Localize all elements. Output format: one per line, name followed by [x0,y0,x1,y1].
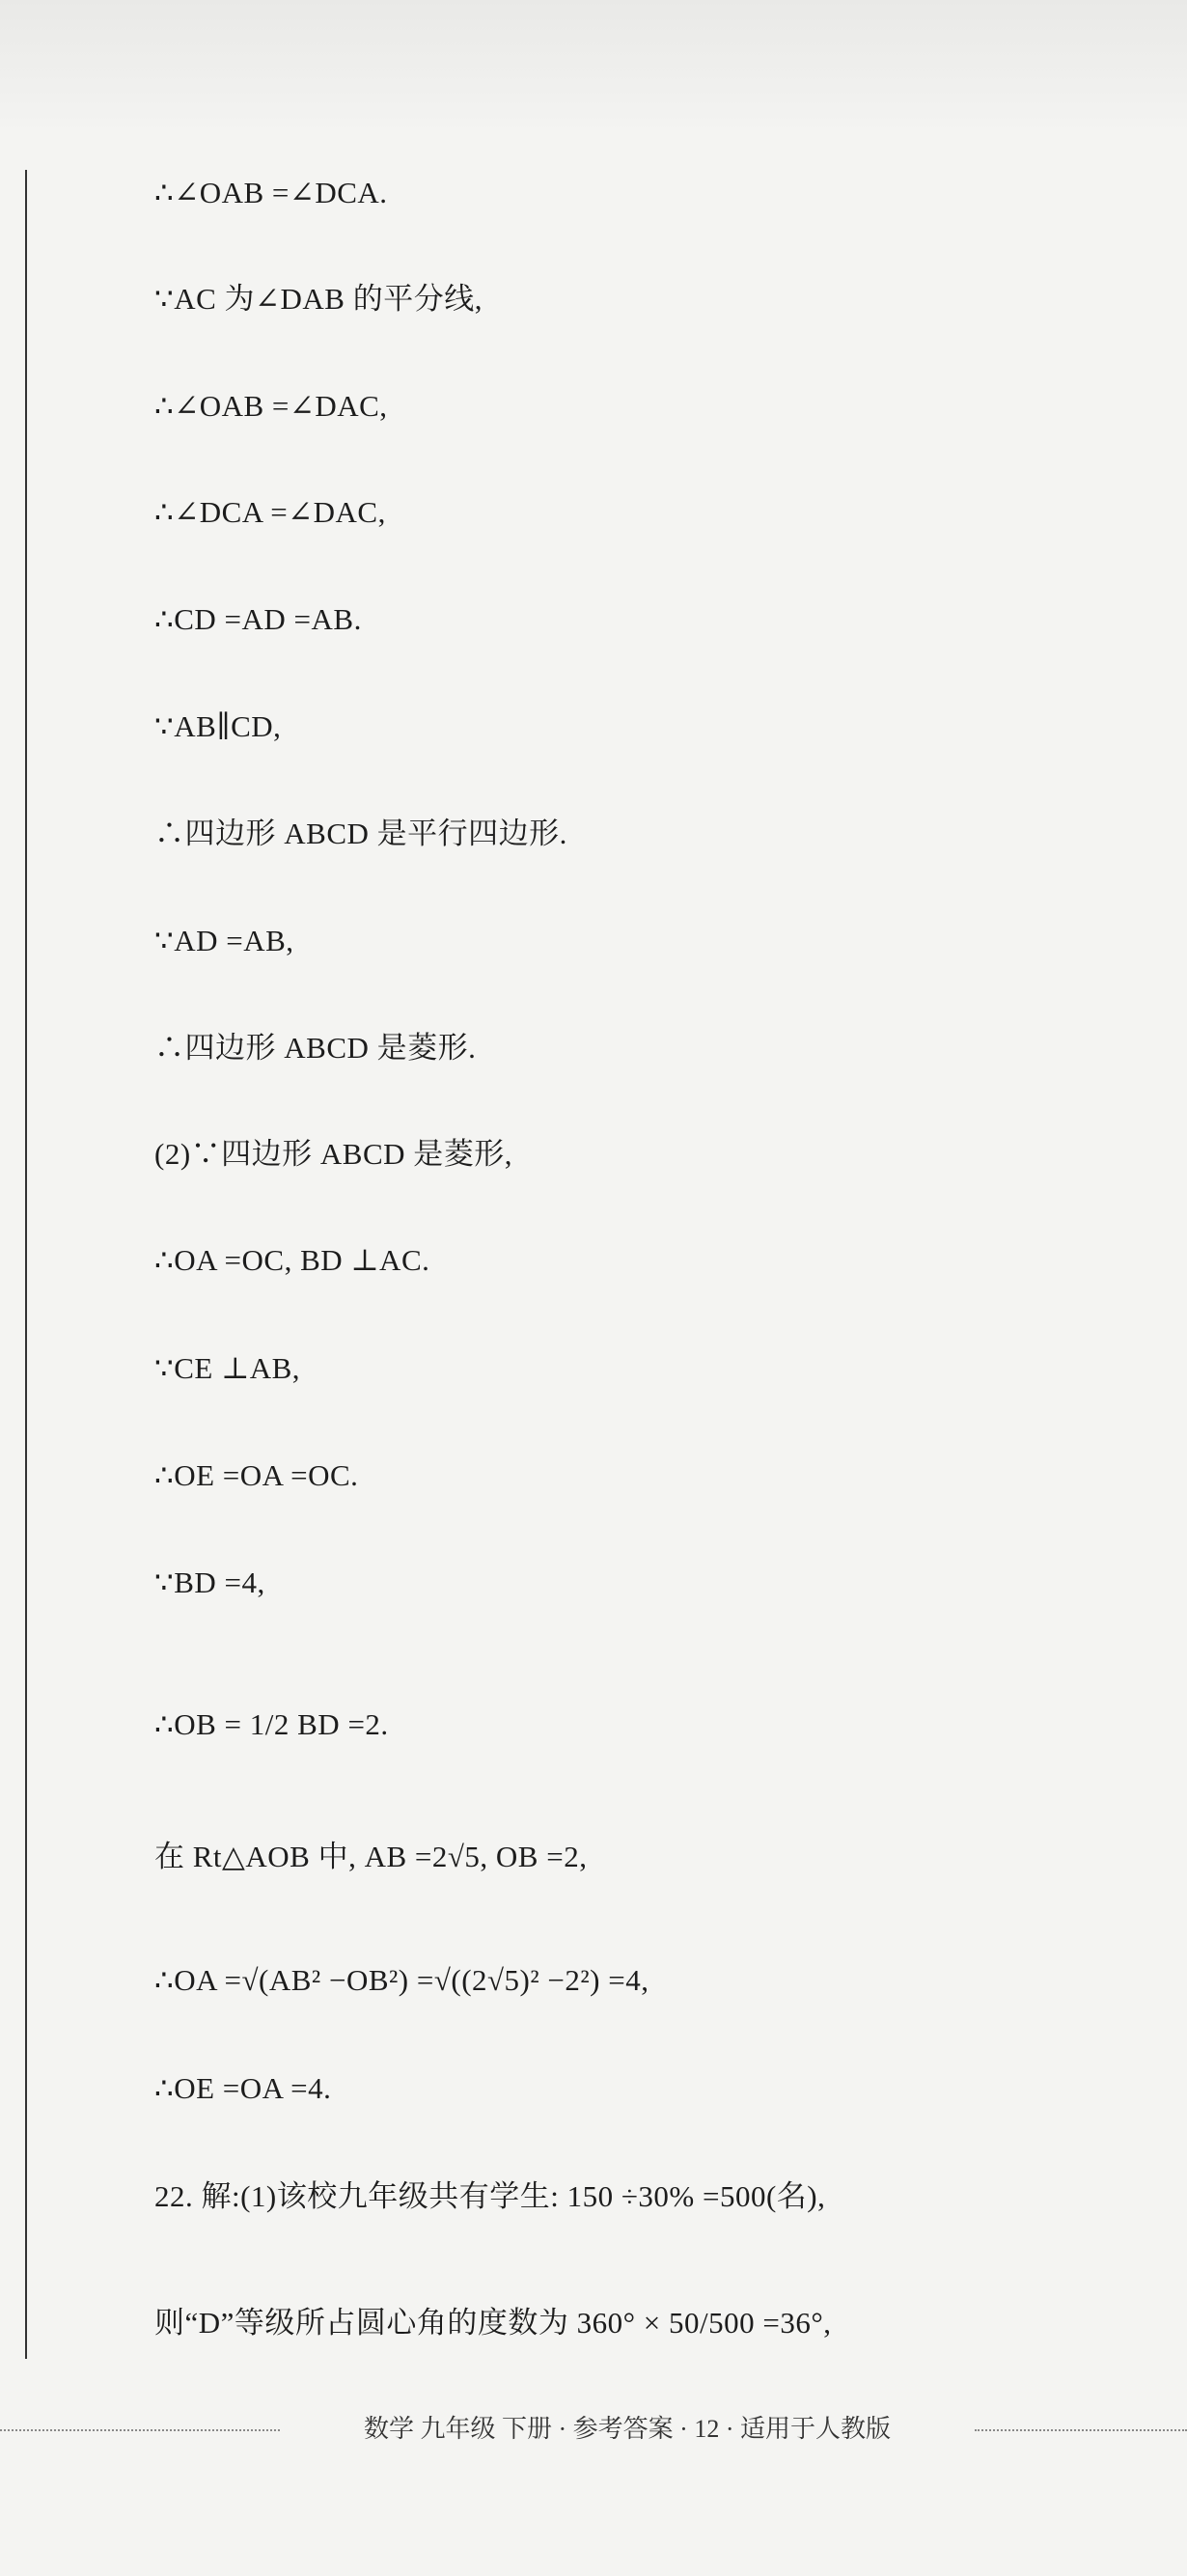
solution-line: ∴∠DCA =∠DAC, [154,495,386,529]
solution-line: 22. 解:(1)该校九年级共有学生: 150 ÷30% =500(名), [154,2179,826,2213]
scan-top-shade [0,0,1187,135]
page-footer: 数学 九年级 下册 · 参考答案 · 12 · 适用于人教版 [364,2415,891,2443]
solution-line: ∴CD =AD =AB. [154,602,362,636]
solution-line: ∴OB = 1/2 BD =2. [154,1707,389,1741]
solution-line: ∵AB∥CD, [154,709,282,743]
solution-line: (2)∵四边形 ABCD 是菱形, [154,1137,513,1171]
solution-line: 在 Rt△AOB 中, AB =2√5, OB =2, [154,1840,588,1873]
solution-line: ∵AD =AB, [154,924,294,957]
solution-line: ∵AC 为∠DAB 的平分线, [154,282,483,316]
solution-line: ∵CE ⊥AB, [154,1351,301,1385]
solution-line: ∴∠OAB =∠DCA. [154,176,388,209]
solution-line: ∴OE =OA =4. [154,2071,332,2105]
solution-line: ∴四边形 ABCD 是菱形. [154,1031,477,1065]
footer-rule-right [975,2429,1187,2431]
solution-line: 则“D”等级所占圆心角的度数为 360° × 50/500 =36°, [154,2306,832,2340]
solution-line: ∴四边形 ABCD 是平行四边形. [154,817,567,850]
margin-rule [25,170,27,2359]
solution-line: ∴OE =OA =OC. [154,1458,359,1492]
solution-line: ∵BD =4, [154,1565,265,1599]
solution-line: ∴OA =√(AB² −OB²) =√((2√5)² −2²) =4, [154,1963,649,1997]
solution-line: ∴∠OAB =∠DAC, [154,389,388,423]
footer-rule-left [0,2429,280,2431]
solution-line: ∴OA =OC, BD ⊥AC. [154,1243,430,1277]
